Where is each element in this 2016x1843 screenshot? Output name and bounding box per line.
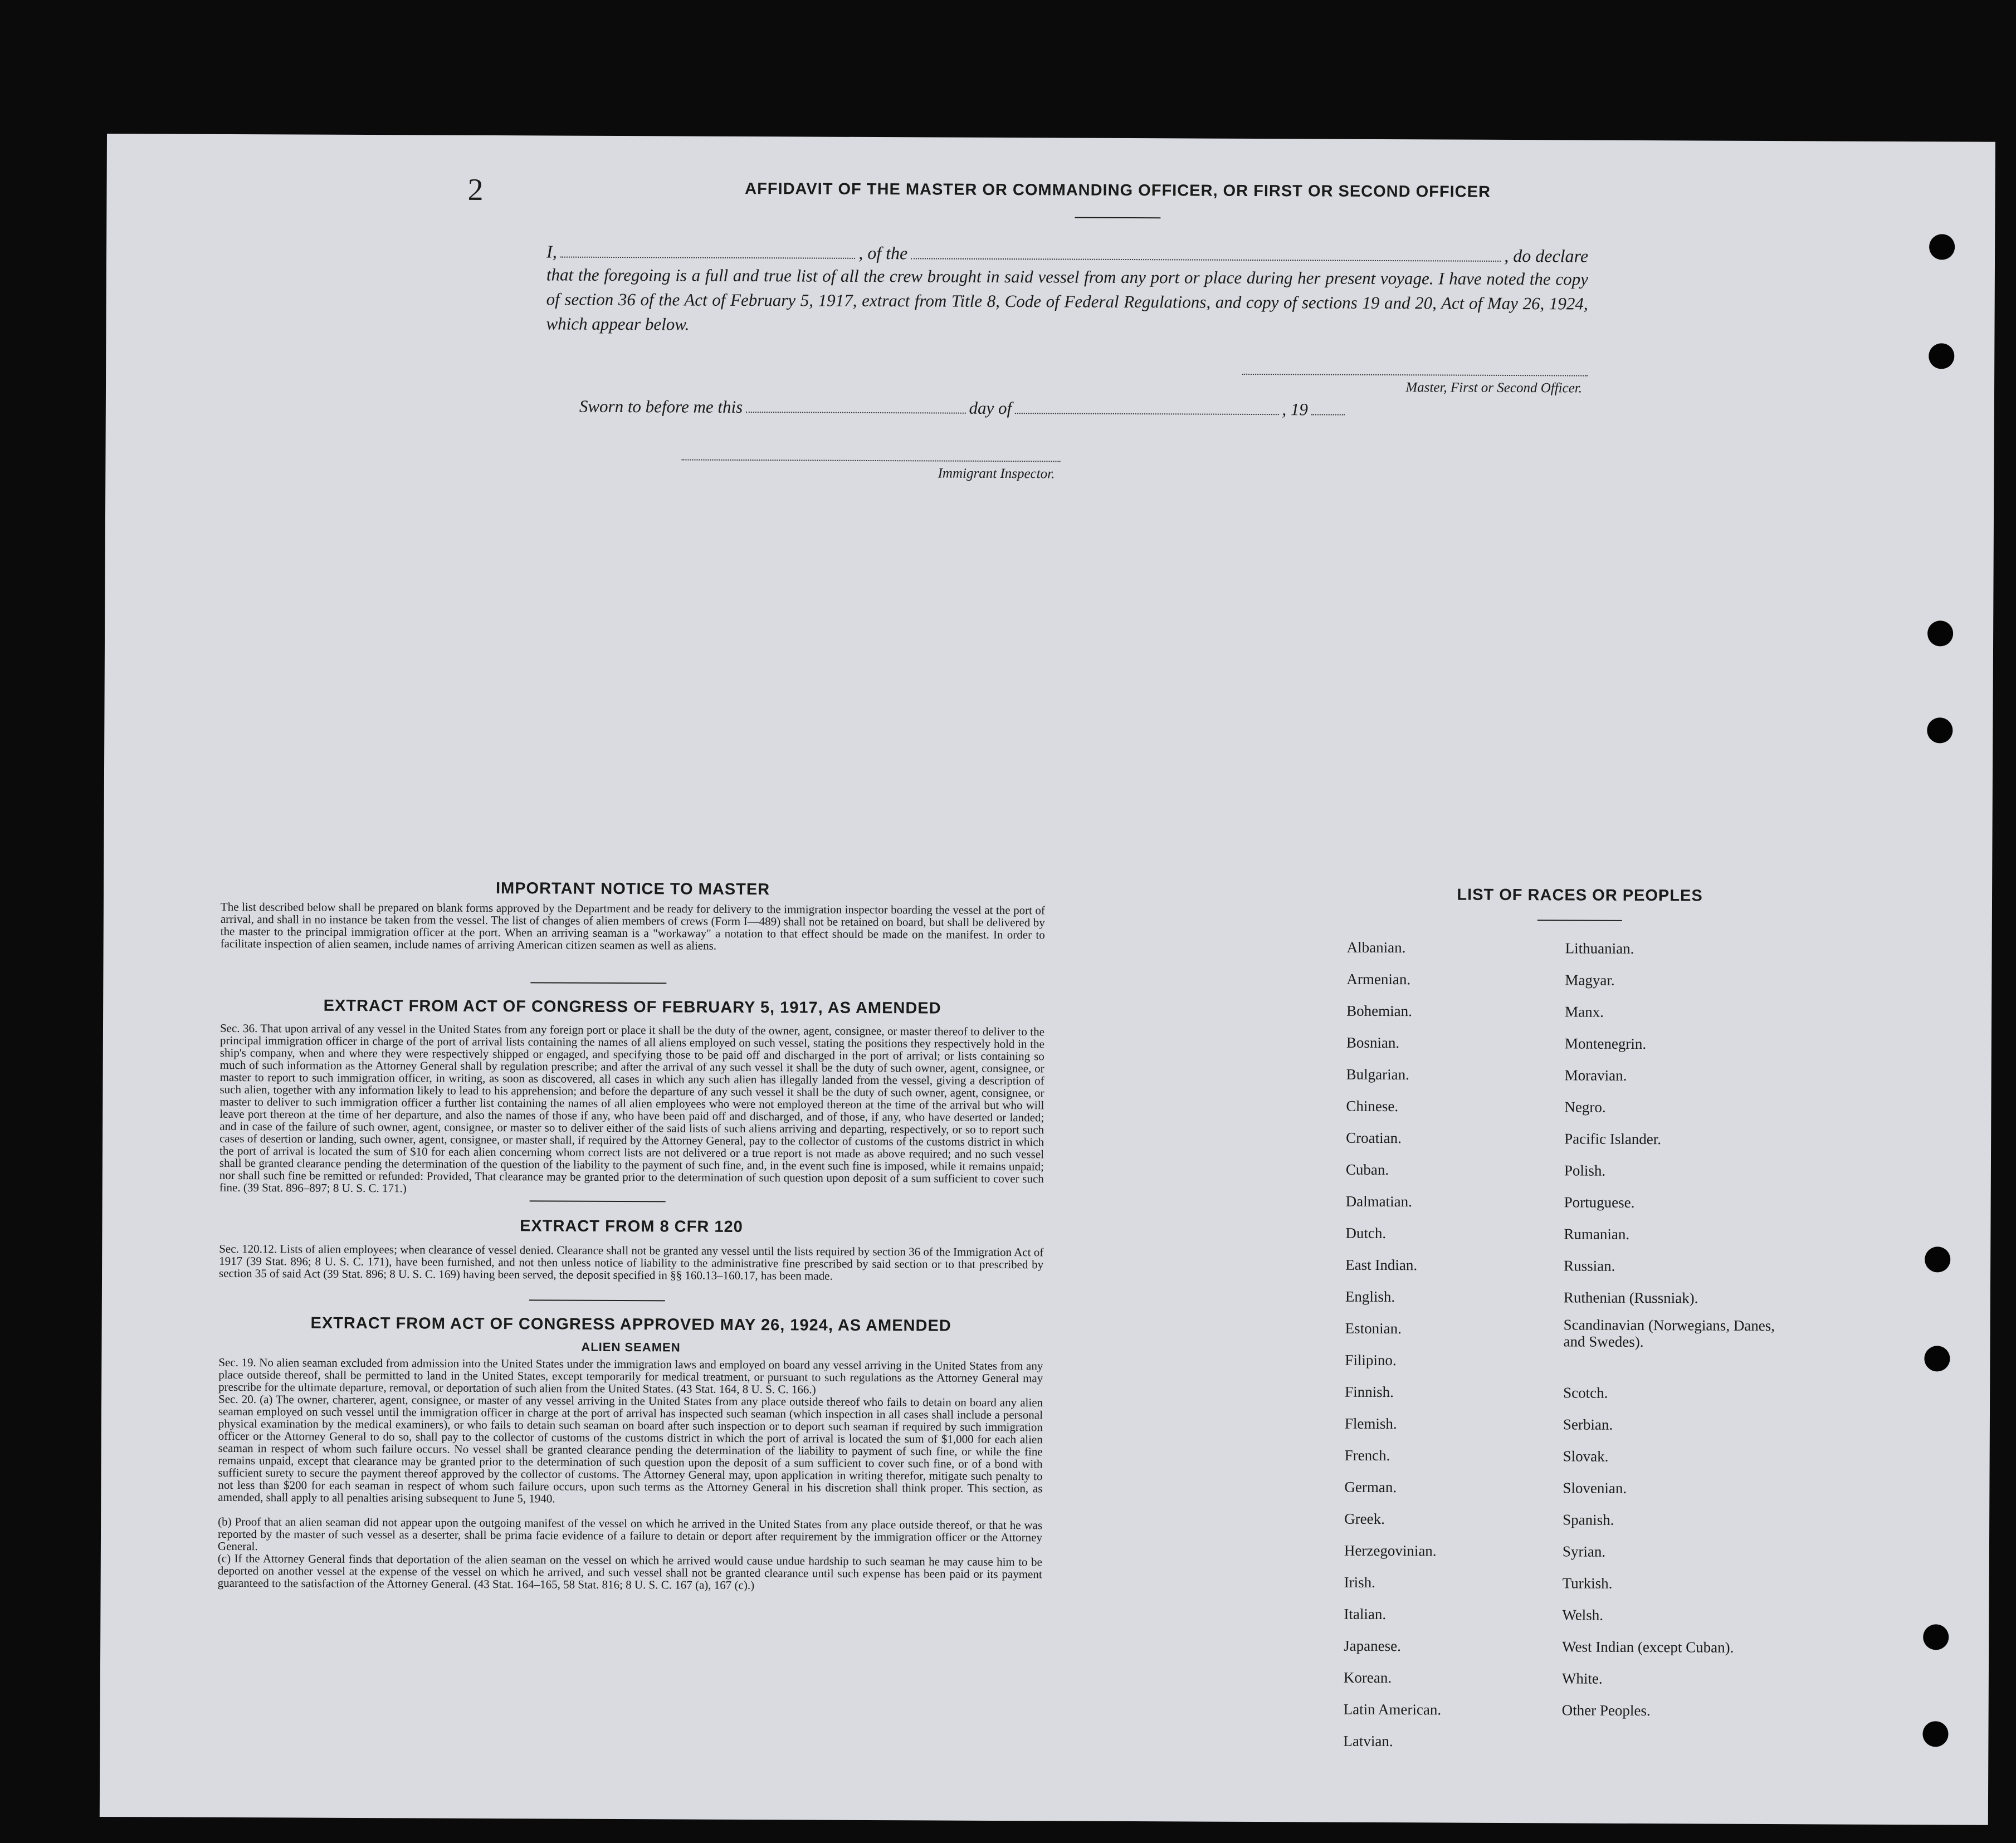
race-item: Russian. <box>1564 1257 1615 1274</box>
sworn-month-blank[interactable] <box>1015 409 1278 415</box>
race-item: Filipino. <box>1345 1351 1397 1369</box>
race-item: Dutch. <box>1345 1224 1387 1242</box>
binder-hole-5 <box>1925 1246 1950 1272</box>
race-item: Japanese. <box>1344 1637 1401 1655</box>
race-item: Portuguese. <box>1564 1194 1635 1211</box>
notice-title: IMPORTANT NOTICE TO MASTER <box>495 879 770 899</box>
affidavit-title-rule <box>1075 217 1160 219</box>
race-item: Greek. <box>1344 1510 1385 1528</box>
handwritten-mark: 2 <box>467 172 484 207</box>
race-item: French. <box>1344 1446 1390 1464</box>
master-signature-line[interactable] <box>1242 374 1588 377</box>
race-item: Estonian. <box>1345 1319 1402 1337</box>
race-item: Spanish. <box>1563 1511 1614 1528</box>
race-item: Turkish. <box>1562 1575 1613 1592</box>
race-item: Finnish. <box>1345 1383 1394 1401</box>
sworn-prefix: Sworn to before me this <box>579 396 743 417</box>
declaration-declare: , do declare <box>1504 245 1589 266</box>
race-item: Montenegrin. <box>1564 1035 1647 1053</box>
race-item: East Indian. <box>1345 1256 1418 1274</box>
declaration-i: I, <box>546 241 557 262</box>
race-item: Bosnian. <box>1346 1034 1400 1052</box>
binder-hole-3 <box>1927 620 1953 646</box>
race-item: Latin American. <box>1343 1700 1442 1718</box>
affidavit-body: that the foregoing is a full and true list of all the crew brought in said vessel from any port or place during her present voyage. I have noted the copy of section 36 of the Act of February 5, 1917, extract from Title 8, Code of Federal Regulations, and copy of sections 19 and 20, Act of May 26, 1924, which appear below. <box>546 265 1588 334</box>
race-item: Lithuanian. <box>1565 940 1634 957</box>
race-item: Serbian. <box>1563 1416 1613 1433</box>
race-item: Bulgarian. <box>1346 1065 1409 1083</box>
extract-cfr-rule <box>529 1299 665 1301</box>
race-item: Albanian. <box>1346 938 1406 956</box>
extract-1924-sec19: Sec. 19. No alien seaman excluded from admission into the United States under the immigration laws and employed on board any vessel arriving in the United States from any place outside thereof, shall be permitted to land in the United States, except temporarily for medical treatment, or pursuant to such regulations as the Attorney General may prescribe for the ultimate departure, removal, or deportation of such alien from the United States. (43 Stat. 164, 8 U. S. C. 166.) <box>218 1355 1043 1396</box>
race-item: Dalmatian. <box>1345 1192 1412 1210</box>
name-blank[interactable] <box>560 253 856 259</box>
race-item: English. <box>1345 1288 1395 1306</box>
race-item: Herzegovinian. <box>1344 1542 1437 1560</box>
race-item: White. <box>1561 1670 1603 1687</box>
extract-cfr-body: Sec. 120.12. Lists of alien employees; when clearance of vessel denied. Clearance shall not be granted any vessel until the lists required by section 36 of the Immigration Act of 1917 (39 Stat. 896; 8 U. S. C. 171), have been furnished, and not then unless notice of liability to the administrative fine prescribed by said section or to that prescribed by section 35 of said Act (39 Stat. 896; 8 U. S. C. 169) having been served, the deposit specified in §§ 160.13–160.17, has been made. <box>219 1241 1044 1283</box>
inspector-caption: Immigrant Inspector. <box>938 466 1055 482</box>
binder-hole-1 <box>1929 234 1955 260</box>
master-signature-caption: Master, First or Second Officer. <box>1405 380 1583 396</box>
race-item: Croatian. <box>1346 1129 1402 1147</box>
races-title-rule <box>1537 920 1622 921</box>
extract-cfr-title: EXTRACT FROM 8 CFR 120 <box>520 1217 743 1236</box>
binder-hole-7 <box>1923 1624 1949 1650</box>
sworn-day-blank[interactable] <box>746 408 965 414</box>
notice-body: The list described below shall be prepared on blank forms approved by the Department and be ready for delivery to the immigration inspector boarding the vessel at the port of arrival, and shall in no instance be taken from the vessel. The list of changes of alien members of crews (Form I—489) shall not be retained on board, but shall be delivered by the master to the principal immigration officer at the port. When an arriving seaman is a "workaway" a notation to that effect should be made on the manifest. In order to facilitate inspection of alien seamen, include names of arriving American citizen seamen as well as aliens. <box>220 899 1045 952</box>
inspector-signature-line[interactable] <box>681 459 1060 462</box>
binder-hole-6 <box>1924 1346 1950 1371</box>
race-item: Italian. <box>1344 1605 1387 1623</box>
affidavit-title: AFFIDAVIT OF THE MASTER OR COMMANDING OFFICER, OR FIRST OR SECOND OFFICER <box>745 179 1491 201</box>
race-item: Manx. <box>1565 1003 1604 1020</box>
binder-hole-4 <box>1927 717 1952 743</box>
race-item: Irish. <box>1344 1573 1375 1591</box>
race-item: Welsh. <box>1562 1606 1604 1624</box>
extract-1924-subtitle: ALIEN SEAMEN <box>581 1340 681 1355</box>
sworn-day-of: day of <box>969 398 1012 418</box>
race-item: Scandinavian (Norwegians, Danes, and Swedes). <box>1563 1316 1775 1351</box>
vessel-blank[interactable] <box>911 255 1501 262</box>
extract-1917-body: Sec. 36. That upon arrival of any vessel in the United States from any foreign port or place it shall be the duty of the owner, agent, consignee, or master thereof to deliver to the principal immigration officer in charge of the port of arrival lists containing the names of all aliens employed on such vessel, stating the positions they respectively hold in the ship's company, when and where they were respectively shipped or engaged, and specifying those to be paid off and discharged in the port of arrival; or lists containing so much of such information as the Attorney General shall by regulation prescribe; and after the arrival of any such vessel it shall be the duty of such owner, agent, consignee, or master to report to such immigration officer, in writing, as soon as discovered, all cases in which any such alien has illegally landed from the vessel, giving a description of such alien, together with any information likely to lead to his apprehension; and before the departure of any such vessel it shall be the duty of such owner, agent, consignee, or master to deliver to such immigration officer a further list containing the names of all alien employees who were not employed thereon at the time of the arrival but who will leave port thereon at the time of her departure, and also the names of those if any, who have been paid off and discharged, and of those, if any, who have deserted or landed; and in case of the failure of such owner, agent, consignee, or master so to deliver either of the said lists of such aliens arriving and departing, respectively, or so to report such cases of desertion or landing, such owner, agent, consignee, or master shall, if required by the Attorney General, pay to the collector of customs of the customs district in which the port of arrival is located the sum of $10 for each alien concerning whom correct lists are not delivered or a true report is not made as above required; and no such vessel shall be granted clearance pending the determination of the question of the liability to the payment of such fine, and, in the event such fine is imposed, while it remains unpaid; nor shall such fine be remitted or refunded: Provided, That clearance may be granted prior to the determination of such question upon deposit of a sum sufficient to cover such fine. (39 Stat. 896–897; 8 U. S. C. 171.) <box>219 1021 1045 1195</box>
sworn-line <box>579 397 1348 420</box>
race-item: Scotch. <box>1563 1384 1608 1401</box>
sworn-year-blank[interactable] <box>1311 410 1345 415</box>
race-item: Slovak. <box>1563 1448 1609 1465</box>
extract-1924-sec20a: Sec. 20. (a) The owner, charterer, agent, consignee, or master of any vessel arriving in the United States from any place outside thereof who fails to detain on board any alien seaman employed on such vessel until the immigration officer in charge at the port of arrival has inspected such seaman (which inspection in all cases shall include a personal physical examination by the medical examiners), or who fails to detain such seaman on board after such inspection or to deport such seaman if required by such immigration officer or the Attorney General to do so, shall pay to the collector of customs of the customs district in which the port of arrival is located the sum of $1,000 for each alien seaman in respect of whom such failure occurs. No vessel shall be granted clearance pending the determination of the liability to payment of such fine, or while the fine remains unpaid, except that clearance may be granted prior to the determination of such question upon the deposit of a sum sufficient to cover such fine, or of a bond with sufficient surety to secure the payment thereof approved by the collector of customs. The Attorney General may, upon application in writing therefor, mitigate such penalty to not less than $200 for each seaman in respect of whom such failure occurs, upon such terms as the Attorney General in his discretion shall think proper. This section, as amended, shall apply to all penalties arising subsequent to June 5, 1940. <box>218 1392 1043 1505</box>
extract-1924-sec20c: (c) If the Attorney General finds that deportation of the alien seaman on the vessel on which he arrived would cause undue hardship to such seaman he may cause him to be deported on another vessel at the expense of the vessel on which he arrived, and such vessel shall not be granted clearance until such expense has been paid or its payment guaranteed to the satisfaction of the Attorney General. (43 Stat. 164–165, 58 Stat. 816; 8 U. S. C. 167 (a), 167 (c).) <box>217 1551 1042 1592</box>
race-item: Other Peoples. <box>1561 1702 1651 1719</box>
extract-1924-title: EXTRACT FROM ACT OF CONGRESS APPROVED MAY 26, 1924, AS AMENDED <box>310 1314 951 1335</box>
race-item: Flemish. <box>1344 1415 1397 1433</box>
race-item: Ruthenian (Russniak). <box>1563 1289 1698 1307</box>
race-item: Cuban. <box>1345 1161 1389 1179</box>
race-item: Latvian. <box>1343 1732 1393 1750</box>
race-item: Polish. <box>1564 1162 1606 1179</box>
race-item: German. <box>1344 1478 1397 1496</box>
extract-1917-title: EXTRACT FROM ACT OF CONGRESS OF FEBRUARY 5, 1917, AS AMENDED <box>323 996 941 1018</box>
extract-1924-sec20b: (b) Proof that an alien seaman did not appear upon the outgoing manifest of the vessel on which he arrived in the United States from any place outside thereof, or that he was reported by the master of such vessel as a deserter, shall be prima facie evidence of a failure to detain or deport after requirement by the immigration officer or the Attorney General. <box>217 1514 1043 1553</box>
race-item: Magyar. <box>1565 971 1615 989</box>
race-item: Slovenian. <box>1563 1479 1627 1497</box>
extract-1917-rule <box>530 1200 666 1202</box>
race-item: Korean. <box>1343 1669 1392 1686</box>
race-item: Chinese. <box>1346 1097 1399 1115</box>
race-item: Rumanian. <box>1564 1225 1630 1243</box>
race-item: Pacific Islander. <box>1564 1130 1662 1148</box>
race-item: Moravian. <box>1564 1067 1627 1084</box>
binder-hole-2 <box>1929 343 1954 369</box>
sworn-year: , 19 <box>1282 399 1308 419</box>
race-item: Negro. <box>1564 1098 1606 1116</box>
race-item: West Indian (except Cuban). <box>1562 1638 1734 1656</box>
race-item: Syrian. <box>1562 1543 1606 1560</box>
notice-rule <box>530 982 666 984</box>
race-item: Bohemian. <box>1346 1002 1412 1020</box>
binder-hole-8 <box>1922 1721 1948 1747</box>
race-item: Armenian. <box>1346 970 1411 988</box>
declaration-of-the: , of the <box>858 242 908 263</box>
document-page <box>100 134 1995 1825</box>
races-title: LIST OF RACES OR PEOPLES <box>1457 886 1703 905</box>
